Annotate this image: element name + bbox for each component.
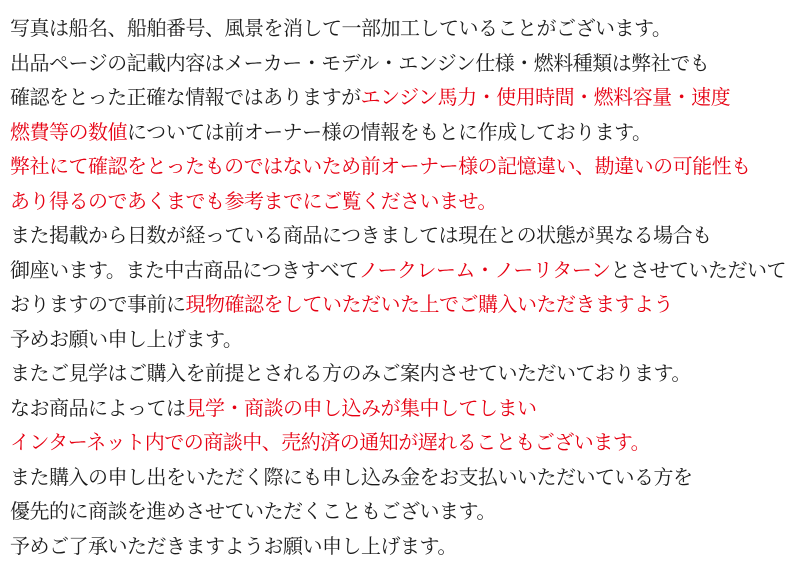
text-segment: またご見学はご購入を前提とされる方のみご案内させていただいております。 <box>10 361 691 385</box>
text-line <box>10 11 800 46</box>
text-segment: おりますので事前に <box>10 292 186 316</box>
highlighted-text-segment: 現物確認をしていただいた上でご購入いただきますよう <box>185 292 673 316</box>
text-line <box>10 253 800 288</box>
text-segment: とさせていただいて <box>610 257 787 282</box>
text-line <box>10 184 800 219</box>
highlighted-text-segment: エンジン馬力・使用時間・燃料容量・速度 <box>360 85 731 109</box>
text-line <box>10 80 800 115</box>
text-line <box>10 322 800 357</box>
text-line <box>10 356 800 391</box>
text-line <box>10 115 800 150</box>
text-line <box>10 425 800 460</box>
text-segment: 予めご了承いただきますようお願い申し上げます。 <box>10 533 457 558</box>
text-segment: 優先的に商談を進めさせていただくこともございます。 <box>10 499 496 523</box>
text-segment: また購入の申し出をいただく際にも申し込み金をお支払いいただいている方を <box>10 464 693 489</box>
highlighted-text-segment: ノークレーム・ノーリターン <box>358 257 611 282</box>
text-segment: 写真は船名、船舶番号、風景を消して一部加工していることがございます。 <box>10 16 672 40</box>
text-segment: なお商品によっては <box>10 395 186 420</box>
text-line <box>10 529 800 564</box>
highlighted-text-segment: インターネット内での商談中、売約済の通知が遅れることもございます。 <box>10 430 651 454</box>
text-line <box>10 460 800 495</box>
text-line <box>10 149 800 184</box>
text-line <box>10 46 800 81</box>
text-segment: 出品ページの記載内容はメーカー・モデル・エンジン仕様・燃料種類は弊社でも <box>10 50 710 75</box>
text-segment: については前オーナー様の情報をもとに作成しております。 <box>127 119 652 144</box>
highlighted-text-segment: 見学・商談の申し込みが集中してしまい <box>185 395 537 420</box>
highlighted-text-segment: あり得るのであくまでも参考までにご覧くださいませ。 <box>10 188 497 213</box>
highlighted-text-segment: 燃費等の数値 <box>10 119 127 144</box>
text-line <box>10 287 800 322</box>
text-segment: 予めお願い申し上げます。 <box>10 326 243 351</box>
text-line <box>10 218 800 253</box>
text-line <box>10 494 800 529</box>
text-line <box>10 391 800 426</box>
highlighted-text-segment: 弊社にて確認をとったものではないため前オーナー様の記憶違い、勘違いの可能性も <box>10 154 751 178</box>
text-segment: 御座います。また中古商品につきすべて <box>10 257 359 282</box>
text-segment: 確認をとった正確な情報ではありますが <box>10 85 361 109</box>
text-segment: また掲載から日数が経っている商品につきましては現在との状態が異なる場合も <box>10 223 712 247</box>
